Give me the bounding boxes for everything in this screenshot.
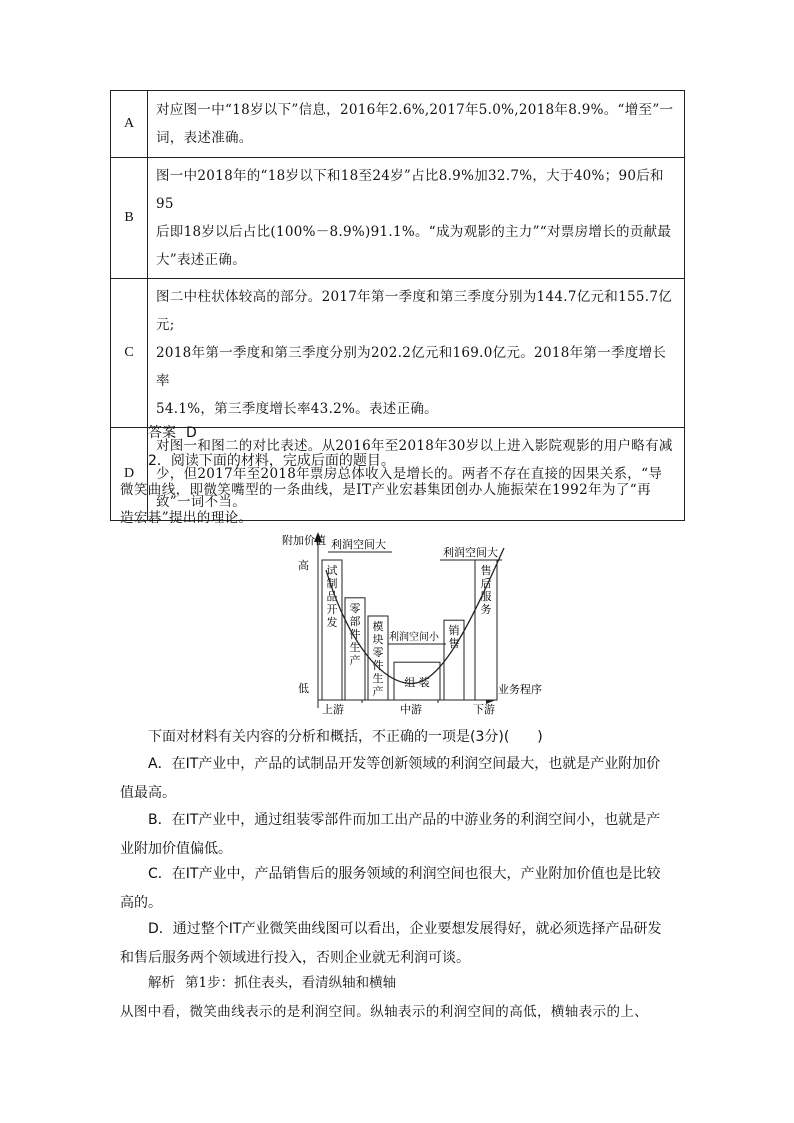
profit-big-label-right: 利润空间大 (443, 546, 498, 559)
option-line: C．在IT产业中，产品销售后的服务领域的利润空间也很大，产业附加价值也是比较 (148, 866, 661, 882)
row-label: D (111, 428, 148, 521)
row-text (148, 279, 685, 428)
x-tick-label: 下游 (473, 703, 495, 716)
bar-label-char: 部 (349, 614, 361, 628)
bar-label-char: 务 (480, 603, 492, 616)
option-line: D．通过整个IT产业微笑曲线图可以看出，企业要想发展得好，就必须选择产品研发 (148, 921, 662, 937)
answer-key: 答案 (148, 425, 176, 441)
table-row (111, 279, 685, 428)
y-axis-label: 附加价值 (282, 534, 326, 547)
row-label: B (111, 158, 148, 279)
bar-label-char: 后 (480, 577, 492, 590)
profit-small-label: 利润空间小 (389, 632, 439, 643)
bar-label-char: 制 (326, 577, 338, 590)
bar-label-char: 生 (372, 672, 384, 685)
profit-big-label: 利润空间大 (331, 538, 386, 551)
question-title: 2．阅读下面的材料，完成后面的题目。 (148, 453, 395, 469)
option-line: 值最高。 (120, 785, 176, 801)
row-line: 少，但2017年至2018年票房总体收入是增长的。两者不存在直接的因果关系，“导 (156, 466, 663, 482)
bar-label-char: 模 (372, 620, 384, 633)
smile-curve-figure (270, 530, 560, 720)
intro-line: 微笑曲线，即微笑嘴型的一条曲线，是IT产业宏碁集团创办人施振荣在1992年为了“再 (120, 482, 651, 498)
bar-label-char: 发 (326, 616, 338, 629)
row-line: 2018年第一季度和第三季度分别为202.2亿元和169.0亿元。2018年第一季度增长率 (156, 345, 667, 389)
bars (322, 560, 497, 700)
bar-label-char: 块 (372, 633, 384, 646)
bar-label-char: 件 (372, 659, 384, 672)
bar-label-char: 品 (326, 590, 338, 603)
analysis-key: 解析 (148, 975, 175, 991)
row-line: 后即18岁以后占比(100%－8.9%)91.1%。“成为观影的主力”“对票房增长的贡献最 (156, 224, 672, 240)
bar-label-char: 售 (480, 564, 492, 577)
row-line: 致”一词不当。 (156, 494, 247, 510)
bar-label-char: 服 (480, 590, 492, 603)
question-intro (120, 476, 686, 532)
option-line: 和售后服务两个领域进行投入，否则企业就无利润可谈。 (120, 950, 470, 966)
bar-label-char: 件 (349, 627, 361, 641)
question-stem: 下面对材料有关内容的分析和概括，不正确的一项是(3分)( ) (148, 729, 543, 745)
table-row (111, 158, 685, 279)
analysis-step: 第1步：抓住表头，看清纵轴和横轴 (185, 975, 397, 991)
option-d (120, 915, 686, 973)
bar-label-char: 销 (448, 624, 460, 638)
row-line: 图一中2018年的“18岁以下和18至24岁”占比8.9%加32.7%，大于40%；90后和95 (156, 168, 664, 212)
answer-line (148, 422, 197, 442)
high-label: 高 (298, 559, 309, 572)
row-line: 大”表述正确。 (156, 252, 247, 268)
row-text (148, 158, 685, 279)
analysis-text: 从图中看，微笑曲线表示的是利润空间。纵轴表示的利润空间的高低，横轴表示的上、 (120, 1004, 649, 1020)
option-b (120, 806, 686, 864)
table-row (111, 91, 685, 158)
bar-label: 组 装 (404, 676, 430, 690)
row-line: 对图一和图二的对比表述。从2016年至2018年30岁以上进入影院观影的用户略有减 (156, 438, 673, 454)
option-line: 业附加价值偏低。 (120, 841, 232, 857)
answer-value: D (186, 425, 197, 441)
row-line: 对应图一中“18岁以下”信息，2016年2.6%,2017年5.0%,2018年8.9%。“增至”一 (156, 102, 674, 118)
low-label: 低 (298, 682, 309, 695)
row-line: 词，表述准确。 (156, 130, 253, 146)
option-a (120, 750, 686, 808)
x-tick-label: 上游 (322, 703, 344, 716)
option-line: B．在IT产业中，通过组装零部件而加工出产品的中游业务的利润空间小，也就是产 (148, 812, 661, 828)
option-line: 高的。 (120, 895, 162, 911)
analysis-heading (148, 971, 396, 991)
bar-label-char: 产 (349, 653, 361, 667)
bar-label-char: 售 (448, 637, 460, 651)
bar-label-char: 开 (326, 603, 338, 616)
row-line: 54.1%，第三季度增长率43.2%。表述正确。 (156, 401, 438, 417)
bar-label-char: 零 (349, 601, 361, 615)
x-axis-label: 业务程序 (498, 683, 542, 696)
option-line: A．在IT产业中，产品的试制品开发等创新领域的利润空间最大，也就是产业附加价 (148, 756, 661, 772)
row-line: 图二中柱状体较高的部分。2017年第一季度和第三季度分别为144.7亿元和155.7亿元; (156, 289, 673, 333)
row-label: A (111, 91, 148, 158)
row-label: C (111, 279, 148, 428)
x-tick-label: 中游 (400, 703, 422, 716)
row-text (148, 91, 685, 158)
intro-line: 造宏碁”提出的理论。 (120, 510, 253, 526)
option-c (120, 860, 686, 918)
bar-label-char: 产 (372, 685, 384, 698)
bar-label-char: 零 (372, 646, 384, 659)
bar-label-char: 生 (349, 640, 361, 654)
bar-label-char: 试 (326, 564, 338, 577)
